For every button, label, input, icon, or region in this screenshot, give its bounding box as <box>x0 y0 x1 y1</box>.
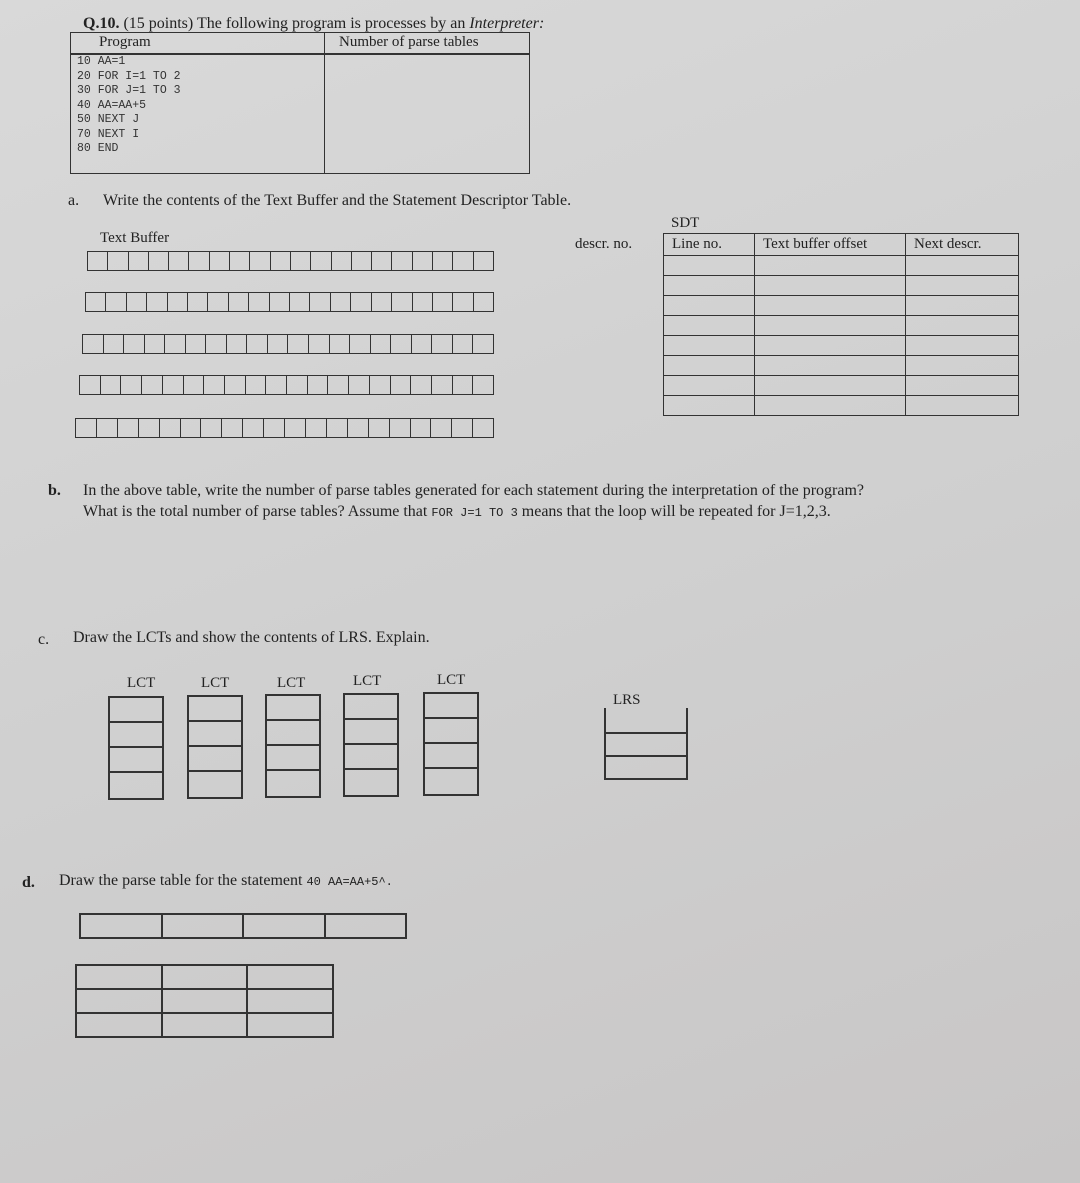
program-line: 20 FOR I=1 TO 2 <box>77 69 181 83</box>
part-d-line <box>59 872 393 890</box>
part-d-label: d. <box>22 874 35 891</box>
text-buffer-row <box>75 418 494 438</box>
program-table-divider <box>324 33 325 173</box>
part-d-code: 40 AA=AA+5^. <box>306 875 393 889</box>
part-c-text: Draw the LCTs and show the contents of LRS. Explain. <box>73 629 430 646</box>
question-points: (15 points) The following program is processes by an <box>123 15 466 32</box>
text-buffer-label: Text Buffer <box>100 230 170 246</box>
sdt-col-next-descr: Next descr. <box>906 234 1019 256</box>
program-line: 70 NEXT I <box>77 127 140 141</box>
program-line: 10 AA=1 <box>77 55 126 68</box>
question-header <box>83 15 544 33</box>
lct-label: LCT <box>277 675 306 691</box>
text-buffer-row <box>79 375 494 395</box>
part-b-line1: In the above table, write the number of parse tables generated for each statement during the interpretation of the program? <box>83 482 865 499</box>
part-c-label: c. <box>38 631 50 648</box>
part-a-label: a. <box>68 192 80 209</box>
sdt-col-offset: Text buffer offset <box>755 234 906 256</box>
lrs-label: LRS <box>613 692 641 708</box>
sdt-row <box>664 316 1019 336</box>
lrs-box <box>604 708 688 780</box>
sdt-row <box>664 376 1019 396</box>
part-b-line2 <box>83 503 831 521</box>
lct-box <box>343 693 399 797</box>
lct-label: LCT <box>353 673 382 689</box>
program-table-header <box>71 33 529 55</box>
sdt-header-row <box>664 234 1019 256</box>
parse-table-header-grid <box>79 913 407 939</box>
program-column-header: Program <box>99 34 151 50</box>
part-b-line2-post: means that the loop will be repeated for J=1,2,3. <box>521 503 831 520</box>
sdt-row <box>664 396 1019 416</box>
text-buffer-row <box>87 251 494 271</box>
part-b-line2-pre: What is the total number of parse tables? Assume that <box>83 503 428 520</box>
text-buffer-row <box>85 292 494 312</box>
sdt-row <box>664 296 1019 316</box>
program-line: 30 FOR J=1 TO 3 <box>77 84 181 97</box>
sdt-descr-no-label: descr. no. <box>575 236 633 252</box>
sdt-table <box>663 233 1019 416</box>
part-d-text: Draw the parse table for the statement <box>59 872 303 889</box>
program-line: 80 END <box>77 142 119 155</box>
sdt-row <box>664 336 1019 356</box>
program-table <box>70 32 530 174</box>
program-line: 50 NEXT J <box>77 113 140 126</box>
sdt-row <box>664 356 1019 376</box>
program-lines <box>77 55 181 157</box>
lct-box <box>423 692 479 796</box>
lct-box <box>265 694 321 798</box>
sdt-title: SDT <box>671 215 700 231</box>
part-a-text: Write the contents of the Text Buffer and the Statement Descriptor Table. <box>103 192 572 209</box>
lct-label: LCT <box>437 672 466 688</box>
sdt-row <box>664 256 1019 276</box>
program-line: 40 AA=AA+5 <box>77 98 147 112</box>
sdt-row <box>664 276 1019 296</box>
question-interpreter: Interpreter: <box>469 15 545 32</box>
lct-label: LCT <box>201 675 230 691</box>
part-b-code: FOR J=1 TO 3 <box>431 506 518 520</box>
sdt-col-line-no: Line no. <box>664 234 755 256</box>
text-buffer-row <box>82 334 494 354</box>
question-number: Q.10. <box>83 15 120 32</box>
lct-box <box>108 696 164 800</box>
part-b-label: b. <box>48 482 61 499</box>
parse-table-grid <box>75 964 334 1038</box>
lct-box <box>187 695 243 799</box>
lct-label: LCT <box>127 675 156 691</box>
parse-tables-column-header: Number of parse tables <box>339 34 479 50</box>
